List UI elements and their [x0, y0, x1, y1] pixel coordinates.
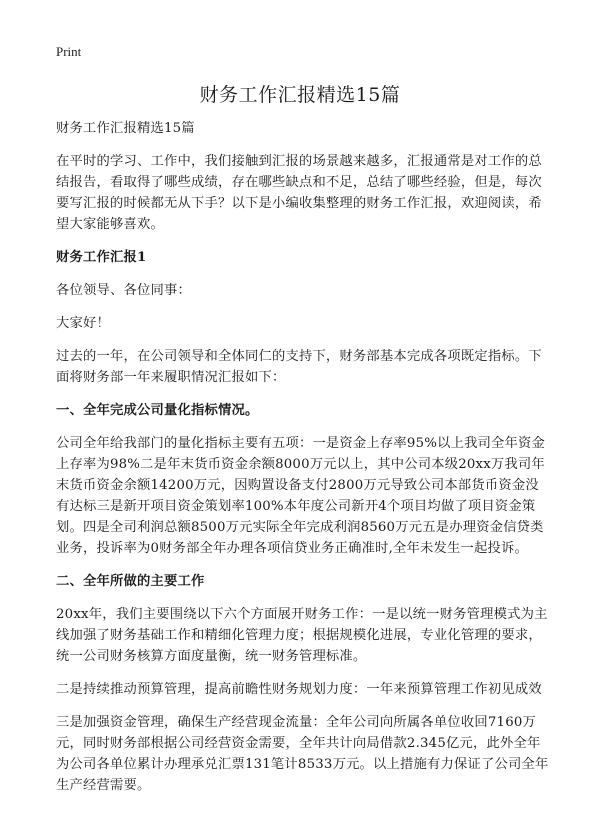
document-title: 财务工作汇报精选15篇: [199, 84, 401, 106]
print-link[interactable]: Print: [56, 44, 82, 59]
opening-paragraph: 过去的一年，在公司领导和全体同仁的支持下，财务部基本完成各项既定指标。下面将财务部一年来履职情况汇报如下：: [56, 349, 542, 385]
funds-paragraph: 三是加强资金管理，确保生产经营现金流量：全年公司向所属各单位收回7160万元，同时财务部根据公司经营资金需要，全年共计向局借款2.345亿元，此外全年为公司各单位累计办理承兑汇票131笔计8533万元。以上措施有力保证了公司全年生产经营需要。: [56, 715, 549, 793]
document-subtitle: 财务工作汇报精选15篇: [56, 121, 195, 136]
intro-paragraph: 在平时的学习、工作中，我们接触到汇报的场景越来越多，汇报通常是对工作的总结报告，看取得了哪些成绩，存在哪些缺点和不足，总结了哪些经验，但是，每次要写汇报的时候都无从下手？以下是小编收集整理的财务工作汇报，欢迎阅读，希望大家能够喜欢。: [56, 154, 542, 232]
budget-paragraph: 二是持续推动预算管理，提高前瞻性财务规划力度：一年来预算管理工作初见成效: [56, 682, 542, 697]
heading-quantitative-targets: 一、全年完成公司量化指标情况。: [56, 403, 259, 418]
main-work-paragraph: 20xx年，我们主要围绕以下六个方面展开财务工作：一是以统一财务管理模式为主线加强了财务基础工作和精细化管理力度；根据规模化进展，专业化管理的要求，统一公司财务核算方面度量衡，统一财务管理标准。: [56, 607, 548, 664]
heading-main-work: 二、全年所做的主要工作: [56, 574, 205, 589]
document-body: [56, 118, 552, 808]
targets-paragraph: 公司全年给我部门的量化指标主要有五项：一是资金上存率95%以上我司全年资金上存率为98%二是年末货币资金余额8000万元以上，其中公司本级20xx万我司年末货币资金余额14200万元，因购置设备支付2800万元导致公司本部货币资金没有达标三是新开项目资金策划率100%本年度公司新开4个项目均做了项目资金策划。四是全司利润总额8500万元实际全年完成利润8560万元五是办理资金信贷类业务，投诉率为0财务部全年办理各项信贷业务正确准时,全年未发生一起投诉。: [56, 436, 546, 556]
greeting: 大家好！: [56, 316, 110, 331]
section-title: 财务工作汇报1: [56, 250, 147, 265]
salutation: 各位领导、各位同事：: [56, 283, 191, 298]
